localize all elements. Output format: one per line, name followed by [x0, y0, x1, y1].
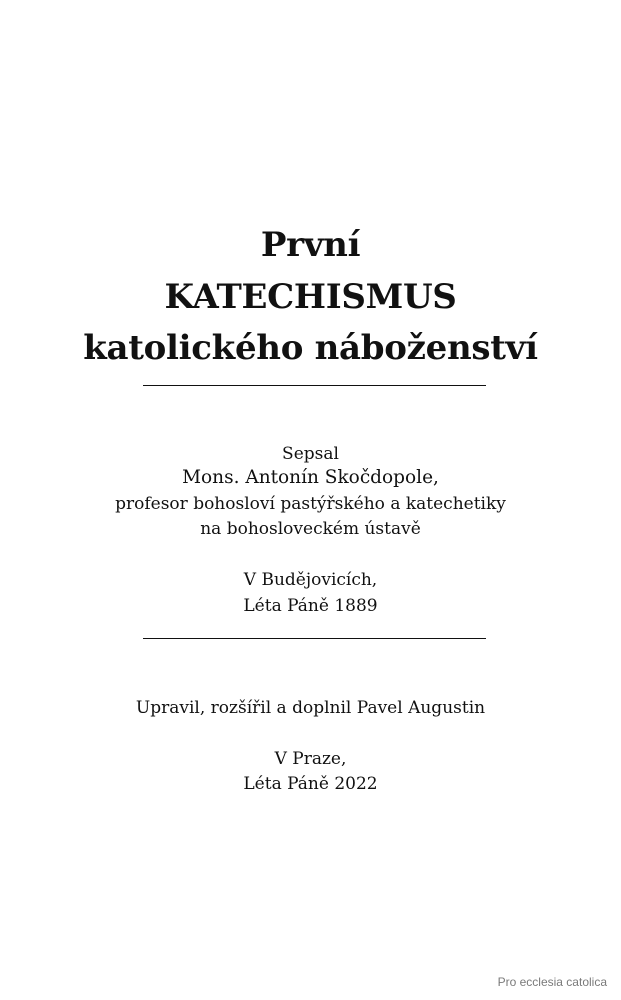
original-year: Léta Páně 1889	[243, 596, 378, 616]
title-line-katechismus: KATECHISMUS	[164, 277, 457, 317]
revision-place: V Praze,	[274, 749, 347, 769]
author-institution: na bohosloveckém ústavě	[200, 519, 421, 539]
original-place: V Budějovicích,	[243, 570, 378, 590]
compiled-by-label: Sepsal	[282, 444, 339, 464]
divider-bottom	[143, 638, 486, 639]
watermark-label: Pro ecclesia catolica	[492, 973, 613, 991]
author-name: Mons. Antonín Skočdopole,	[182, 467, 439, 488]
revision-year: Léta Páně 2022	[243, 774, 378, 794]
title-line-first: První	[260, 225, 361, 265]
author-position: profesor bohosloví pastýřského a katechetiky	[115, 494, 506, 514]
revision-credit: Upravil, rozšířil a doplnil Pavel Augustin	[135, 698, 486, 718]
divider-top	[143, 385, 486, 386]
title-line-subtitle: katolického náboženství	[83, 328, 538, 368]
